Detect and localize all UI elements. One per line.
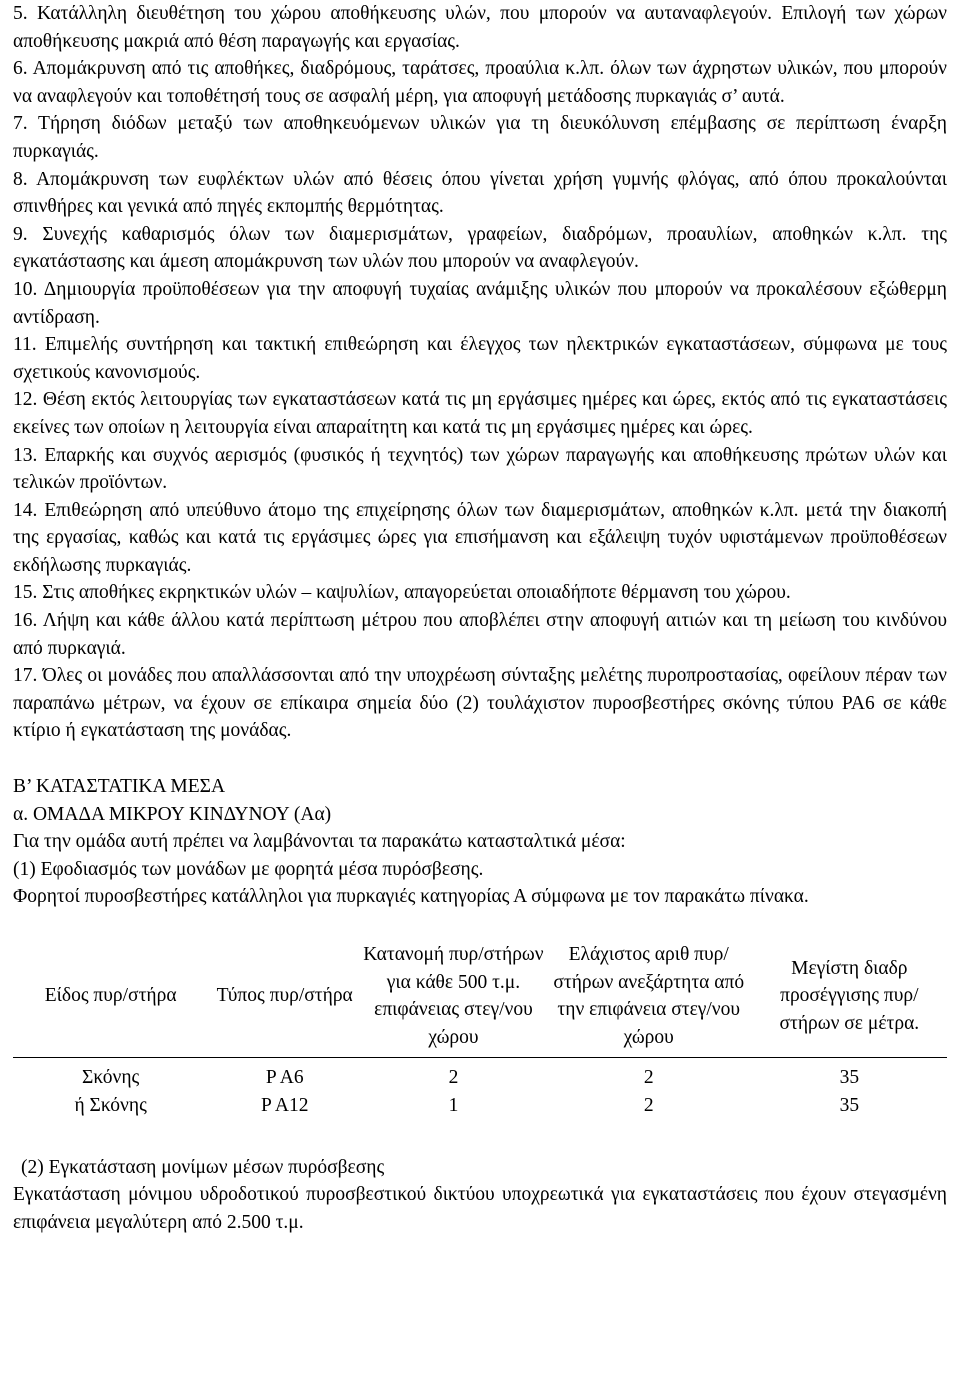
list-item-17: 17. Όλες οι μονάδες που απαλλάσσονται από την υποχρέωση σύνταξης μελέτης πυροπροστασίας, οφείλουν πέραν των παραπάνω μέτρων, να έχουν σε επίκαιρα σημεία δύο (2) τουλάχιστον πυροσβεστήρες σκόνης τύπου PA6 σε κάθε κτίριο ή εγκατάσταση της μονάδας.: [13, 665, 947, 742]
group-a-intro: Για την ομάδα αυτή πρέπει να λαμβάνονται τα παρακάτω κατασταλτικά μέσα:: [13, 831, 626, 853]
table-cell: 2: [448, 1067, 459, 1089]
table-header-row: [13, 935, 947, 1058]
list-item-14: 14. Επιθεώρηση από υπεύθυνο άτομο της επιχείρησης όλων των διαμερισμάτων, αποθηκών κ.λπ. μετά την διακοπή της εργασίας, καθώς και κατά τις εργάσιμες ώρες για επισήμανση και εξάλειψη τυχόν υφιστάμενων προϋποθέσεων εκδήλωσης πυρκαγιάς.: [13, 499, 947, 576]
list-item-7: 7. Τήρηση διόδων μεταξύ των αποθηκευόμενων υλικών για τη διευκόλυνση επέμβασης σε περίπτωση έναρξη πυρκαγιάς.: [13, 113, 947, 162]
table-cell: 35: [839, 1067, 860, 1089]
group-a-heading: α. ΟΜΑΔΑ ΜΙΚΡΟΥ ΚΙΝΔΥΝΟΥ (Αα): [13, 803, 332, 825]
extinguisher-table: [13, 935, 947, 1120]
subsection-1-title: (1) Εφοδιασμός των μονάδων με φορητά μέσα πυρόσβεσης.: [13, 858, 484, 880]
table-cell: 35: [839, 1094, 860, 1116]
list-item-9: 9. Συνεχής καθαρισμός όλων των διαμερισμάτων, γραφείων, διαδρόμων, προαυλίων, αποθηκών κ.λπ. της εγκατάστασης και άμεση απομάκρυνση των υλών που μπορούν να αναφλεγούν.: [13, 223, 947, 273]
table-cell: 2: [643, 1094, 654, 1116]
table-cell: ή Σκόνης: [74, 1094, 147, 1116]
subsection-1-text: Φορητοί πυροσβεστήρες κατάλληλοι για πυρκαγιές κατηγορίας Α σύμφωνα με τον παρακάτω πίνακα.: [13, 886, 809, 908]
list-item-12: 12. Θέση εκτός λειτουργίας των εγκαταστάσεων κατά τις μη εργάσιμες ημέρες και ώρες, εκτός από τις εγκαταστάσεις εκείνες των οποίων η λειτουργία είναι απαραίτητη και κατά τις μη εργάσιμες ημέρες και ώρες.: [13, 389, 947, 438]
table-cell: 2: [643, 1067, 654, 1089]
list-item-11: 11. Επιμελής συντήρηση και τακτική επιθεώρηση και έλεγχος των ηλεκτρικών εγκαταστάσεων, σύμφωνα με τους σχετικούς κανονισμούς.: [13, 334, 947, 383]
list-item-16: 16. Λήψη και κάθε άλλου κατά περίπτωση μέτρου που αποβλέπει στην αποφυγή αιτιών και τη μείωση του κινδύνου από πυρκαγιά.: [13, 610, 947, 659]
list-item-15: 15. Στις αποθήκες εκρηκτικών υλών – καψυλίων, απαγορεύεται οποιαδήποτε θέρμανση του χώρου.: [13, 582, 791, 604]
col-header-minimum: Ελάχιστος αριθ πυρ/στήρων ανεξάρτητα από την επιφάνεια στεγ/νου χώρου: [553, 944, 745, 1048]
list-item-8: 8. Απομάκρυνση των ευφλέκτων υλών από θέσεις όπου γίνεται χρήση γυμνής φλόγας, από όπου προκαλούνται σπινθήρες και γενικά από πηγές εκπομπής θερμότητας.: [13, 168, 947, 218]
table-row: [13, 1092, 947, 1120]
table-row: [13, 1058, 947, 1092]
table-cell: Σκόνης: [82, 1067, 140, 1089]
table-cell: 1: [448, 1094, 459, 1116]
list-item-5: 5. Κατάλληλη διευθέτηση του χώρου αποθήκευσης υλών, που μπορούν να αυταναφλεγούν. Επιλογή των χώρων αποθήκευσης μακριά από θέση παραγωγής και εργασίας.: [13, 3, 947, 52]
list-item-6: 6. Απομάκρυνση από τις αποθήκες, διαδρόμους, ταράτσες, προαύλια κ.λπ. όλων των άχρηστων υλικών, που μπορούν να αναφλεγούν και τοποθέτησή τους σε ασφαλή μέρη, για αποφυγή μετάδοσης πυρκαγιάς σ’ αυτά.: [13, 58, 947, 107]
subsection-2-text: Εγκατάσταση μόνιμου υδροδοτικού πυροσβεστικού δικτύου υποχρεωτικά για εγκαταστάσεις που έχουν στεγασμένη επιφάνεια μεγαλύτερη από 2.500 τ.μ.: [13, 1184, 947, 1233]
section-b-title: Β’ ΚΑΤΑΣΤΑΤΙΚΑ ΜΕΣΑ: [13, 776, 226, 798]
table-cell: P A6: [265, 1067, 304, 1089]
col-header-distribution: Κατανομή πυρ/στήρων για κάθε 500 τ.μ. επιφάνειας στεγ/νου χώρου: [363, 944, 544, 1048]
col-header-max-distance: Μεγίστη διαδρ προσέγγισης πυρ/στήρων σε μέτρα.: [779, 957, 920, 1034]
list-item-10: 10. Δημιουργία προϋποθέσεων για την αποφυγή τυχαίας ανάμιξης υλικών που μπορούν να προκαλέσουν εξώθερμη αντίδραση.: [13, 278, 947, 328]
table-cell: P A12: [260, 1094, 309, 1116]
document-page: [13, 0, 947, 1236]
col-header-model: Τύπος πυρ/στήρα: [216, 985, 353, 1007]
subsection-2-title: (2) Εγκατάσταση μονίμων μέσων πυρόσβεσης: [21, 1156, 385, 1178]
list-item-13: 13. Επαρκής και συχνός αερισμός (φυσικός ή τεχνητός) των χώρων παραγωγής και αποθήκευσης πρώτων υλών και τελικών προϊόντων.: [13, 444, 947, 494]
col-header-type: Είδος πυρ/στήρα: [44, 985, 177, 1007]
